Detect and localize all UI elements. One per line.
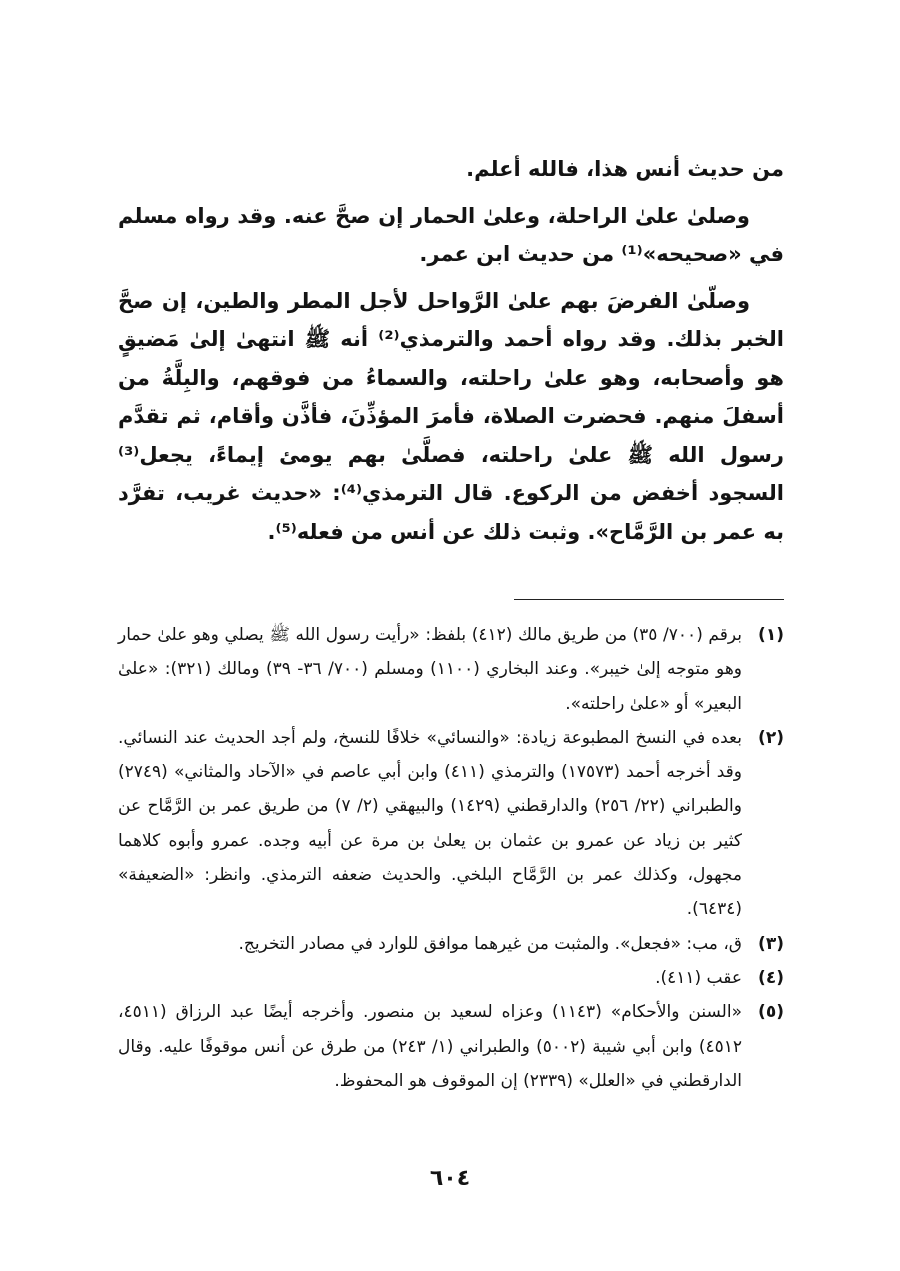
- paragraph-2: وصلىٰ علىٰ الراحلة، وعلىٰ الحمار إن صحَّ عنه. وقد رواه مسلم في «صحيحه»⁽¹⁾ من حديث ابن عمر.: [118, 203, 784, 266]
- page-number: ٦٠٤: [429, 1166, 471, 1191]
- footnote-1: [118, 618, 784, 721]
- footnote-number: (٣): [758, 933, 784, 954]
- paragraph-3: وصلّىٰ الفرضَ بهم علىٰ الرَّواحل لأجل المطر والطين، إن صحَّ الخبر بذلك. وقد رواه أحمد والترمذي⁽²⁾ أنه ﷺ انتهىٰ إلىٰ مَضيقٍ هو وأصحابه، وهو علىٰ راحلته، والسماءُ من فوقهم، والبِلَّةُ من أسفلَ منهم. فحضرت الصلاة، فأمرَ المؤذِّنَ، فأذَّن وأقام، ثم تقدَّم رسول الله ﷺ علىٰ راحلته، فصلَّىٰ بهم يومئ إيماءً، يجعل⁽³⁾ السجود أخفض من الركوع. قال الترمذي⁽⁴⁾: «حديث غريب، تفرَّد به عمر بن الرَّمَّاح». وثبت ذلك عن أنس من فعله⁽⁵⁾.: [118, 288, 785, 544]
- footnote-text: ق، مب: «فجعل». والمثبت من غيرهما موافق للوارد في مصادر التخريج.: [238, 933, 742, 954]
- footnote-divider: [514, 599, 784, 600]
- footnote-2: [118, 721, 784, 927]
- footnote-text: «السنن والأحكام» (١١٤٣) وعزاه لسعيد بن منصور. وأخرجه أيضًا عبد الرزاق (٤٥١١، ٤٥١٢) وابن أبي شيبة (٥٠٠٢) والطبراني (١/ ٢٤٣) من طرق عن أنس موقوفًا عليه. وقال الدارقطني في «العلل» (٢٣٣٩) إن الموقوف هو المحفوظ.: [118, 1002, 742, 1091]
- main-text: [118, 150, 784, 551]
- footnote-number: (١): [758, 625, 784, 645]
- footnote-text: بعده في النسخ المطبوعة زيادة: «والنسائي» خلافًا للنسخ، ولم أجد الحديث عند النسائي. وقد أخرجه أحمد (١٧٥٧٣) والترمذي (٤١١) وابن أبي عاصم في «الآحاد والمثاني» (٢٧٤٩) والطبراني (٢٢/ ٢٥٦) والدارقطني (١٤٢٩) والبيهقي (٢/ ٧) من طريق عمر بن الرَّمَّاح عن كثير بن زياد عن عمرو بن عثمان بن يعلىٰ بن مرة عن أبيه وجده. عمرو وأبوه كلاهما مجهول، وكذلك عمر بن الرَّمَّاح البلخي. والحديث ضعفه الترمذي. وانظر: «الضعيفة» (٦٤٣٤).: [118, 727, 742, 920]
- footnote-text: برقم (٧٠٠/ ٣٥) من طريق مالك (٤١٢) بلفظ: «رأيت رسول الله ﷺ يصلي وهو علىٰ حمار وهو متوجه إلىٰ خيبر». وعند البخاري (١١٠٠) ومسلم (٧٠٠/ ٣٦- ٣٩) ومالك (٣٢١): «علىٰ البعير» أو «علىٰ راحلته».: [118, 625, 743, 714]
- footnotes: [118, 618, 784, 1098]
- paragraph-1: من حديث أنس هذا، فالله أعلم.: [466, 157, 784, 181]
- footnote-3: [118, 927, 784, 961]
- footnote-text: عقب (٤١١).: [655, 967, 742, 988]
- footnote-5: [118, 995, 784, 1098]
- footnote-4: [118, 961, 784, 995]
- footnote-number: (٤): [758, 967, 784, 988]
- footnote-number: (٢): [758, 727, 784, 748]
- footnote-number: (٥): [758, 1002, 784, 1023]
